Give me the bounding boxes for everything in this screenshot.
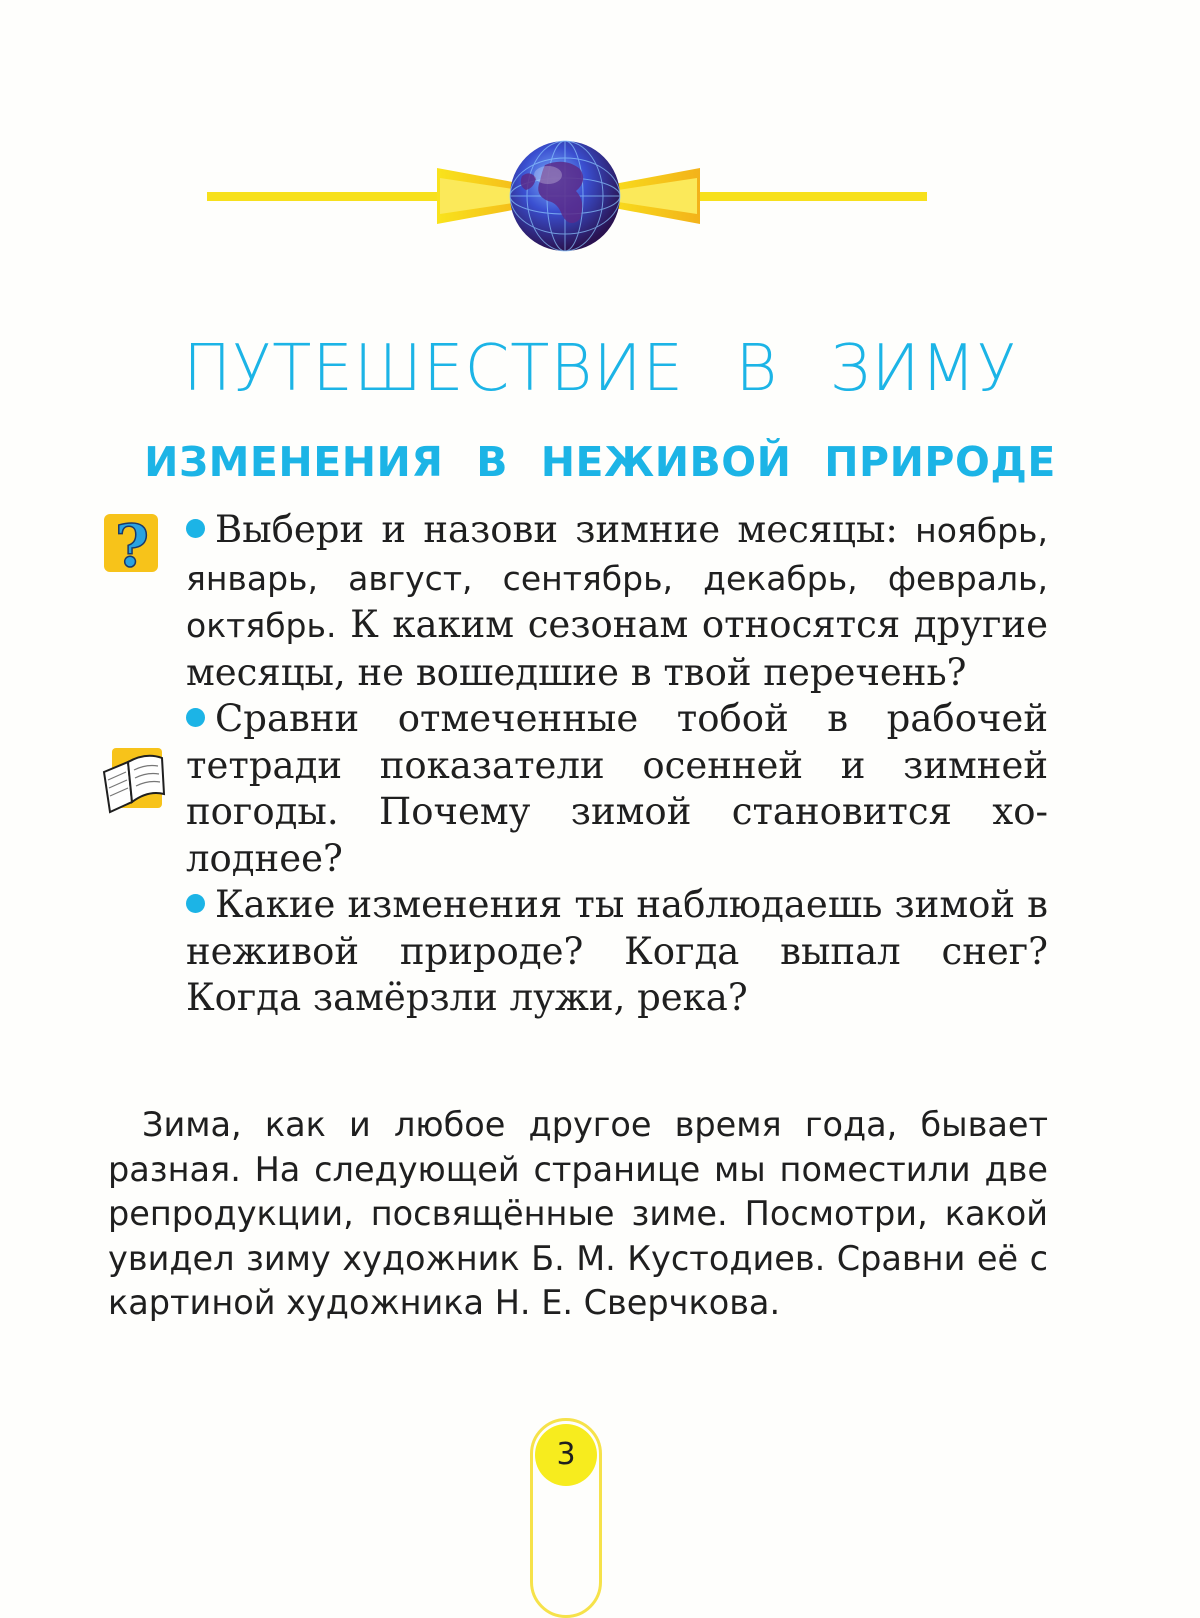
header-emblem	[0, 0, 1200, 300]
question-mark-icon	[104, 512, 164, 574]
globe-icon	[510, 141, 620, 251]
task-text: Сравни отмеченные тобой в рабочей тетради показатели осенней и зимней погоды. Почему зимой становится холоднее?	[186, 697, 1048, 880]
bullet-icon	[186, 894, 205, 913]
task-text: Какие изменения ты наблюдаешь зимой в неживой природе? Когда выпал снег? Когда замёрзли лужи, река?	[186, 883, 1048, 1019]
task-item	[186, 696, 1048, 882]
month-list: ноябрь, январь, август, сентябрь, декабрь, февраль, октябрь.	[186, 511, 1048, 645]
page-number: 3	[535, 1424, 597, 1486]
svg-text:?: ?	[115, 512, 149, 574]
task-item	[186, 507, 1048, 696]
section-subtitle: ИЗМЕНЕНИЯ В НЕЖИВОЙ ПРИРОДЕ	[144, 438, 1056, 486]
task-list	[186, 507, 1048, 1022]
bullet-icon	[186, 708, 205, 727]
task-lead-text: Выбери и назови зимние месяцы:	[215, 508, 916, 551]
bullet-icon	[186, 519, 205, 538]
open-book-icon	[98, 744, 166, 816]
task-item	[186, 882, 1048, 1022]
task-tail-text: К каким сезонам относятся другие месяцы, не вошедшие в твой перечень?	[186, 603, 1048, 694]
page-title: ПУТЕШЕСТВИЕ В ЗИМУ	[183, 332, 1017, 406]
body-paragraph: Зима, как и любое другое время года, бывает разная. На следующей странице мы поместили две репродукции, посвящённые зиме. Посмотри, какой увидел зиму художник Б. М. Кустодиев. Сравни её с картиной художника Н. Е. Сверчкова.	[108, 1105, 1048, 1322]
